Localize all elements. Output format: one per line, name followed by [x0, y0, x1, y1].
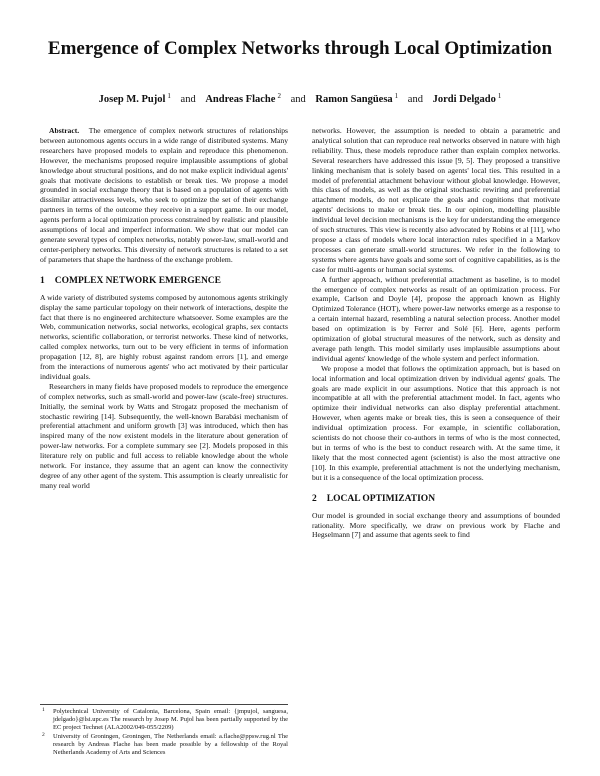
paragraph: Our model is grounded in social exchange theory and assumptions of bounded rationality. More specifically, we draw on previous work by Flache and Hegselmann [7] and assume that agents seek to find [312, 510, 560, 540]
abstract-text: The emergence of complex network structures of relationships between autonomous agents occurs in a wide range of distributed systems. Many researchers have proposed models to explain and reproduce this phenomenon. However, the mechanisms proposed require implausible assumptions of global knowledge about structural positions, and do not make explicit individual agents' goals that motivate decisions to establish or break ties. We propose a model grounded in social exchange theory that is based on a population of agents with dissimilar attractiveness levels, who seek to optimize the set of their exchange partners in terms of the outcome they receive in a support game. In our model, agents perform a local optimization process constrained by realistic and plausible assumptions of local and imperfect information. We show that our model can generate several types of complex networks, notably power-law, small-world and center-periphery networks. This diversity of network structures is related to a set of parameters that shape the hardness of the exchange problem. [40, 126, 288, 264]
footnote-mark: 1 [42, 707, 45, 713]
section-title: LOCAL OPTIMIZATION [326, 493, 436, 504]
footnote-text: Polytechnical University of Catalonia, Barcelona, Spain email: {jmpujol, sanguesa, jdelgado}@lsi.upc.es The research by Josep M. Pujol has been partially supported by the EC project Technet (ALA2002/049-055/2209) [53, 708, 288, 732]
right-column [312, 126, 560, 540]
footnote [40, 733, 288, 758]
author-separator: and [290, 94, 306, 105]
footnotes [40, 704, 288, 757]
paragraph: A wide variety of distributed systems composed by autonomous agents strikingly display the same particular topology on their network of interactions, despite the fact that there is no engineered architecture whatsoever. Some examples are the Web, communication networks, social networks, ecological graphs, sex contacts networks, scientific collaboration, or terrorist networks. These kind of networks, called complex networks, turn out to be very efficient in terms of information propagation [12, 8], are highly robust against random errors [1], and emerge from the interactions of numerous agents' who act motivated by their particular individual goals. [40, 292, 288, 381]
paragraph: A further approach, without preferential attachment as baseline, is to model the emergence of complex networks as result of an optimization process. For example, Carlson and Doyle [4], propose the approach known as Highly Optimized Tolerance (HOT), where power-law networks emerge as a response to a certain internal hazard, resembling a natural selection process. Another model based on optimization is by Ferrer and Solé [6]. Here, agents perform optimization of global structural measures of the network, such as density and average path length. This model similarly uses implausible assumptions about individual agents' knowledge of the whole system and perfect information. [312, 274, 560, 363]
section-heading [40, 275, 288, 287]
author-name: Jordi Delgado [432, 94, 496, 105]
section-heading [312, 493, 560, 505]
abstract-label: Abstract. [49, 126, 80, 135]
footnote-mark: 2 [42, 731, 45, 738]
paragraph: networks. However, the assumption is needed to obtain a parametric and analytical solution that can reproduce real networks observed in nature with high reliability. Thus, these models reproduce rather than explain complex networks. Several researchers have addressed this issue [9, 5]. They proposed a transitive linking mechanism that is solely based on agents' local ties. This resulted in a model of preferential attachment behaviour without global knowledge. However, this class of models, as well as the original stochastic rewiring and preferential attachment models, do not explicate the goals and cognitions that motivate agents' decisions to make or break ties. In our opinion, modelling plausible individual level decision mechanisms is the key for understanding the emergence of such structures. This view is recently also advocated by Robins et al [11], who propose a class of models where local interaction rules specified in a Markov processes can generate small-world structures. We refer in the following to systems where agents have goals and some sort of cognitive capabilities, as is the case for multi-agents or human social systems. [312, 126, 560, 274]
author-name: Ramon Sangüesa [315, 94, 393, 105]
paragraph: We propose a model that follows the optimization approach, but is based on local information and local optimization driven by individual agents' goals. The goals are made explicit in our assumptions. Notice that this approach is not incompatible at all with the preferential attachment model. In fact, agents who optimize their individual networks can also display preferential attachment. However, when agents make or break ties, this is seen a consequence of their individual optimization process. For example, in scientific collaboration, scientists do not choose their co-authors in terms of who is the most connected, but in terms of who is the best to conduct research with. At the same time, it likely that the most connected agent (scientist) is also the most attractive one [10]. In this example, preferential attachment is not the underlying mechanism, but it is a consequence of the local optimization process. [312, 363, 560, 482]
author-affiliation-mark: 2 [277, 92, 281, 100]
author-name: Andreas Flache [205, 94, 276, 105]
left-column [40, 126, 288, 491]
author-separator: and [180, 94, 196, 105]
abstract [40, 126, 288, 265]
section-number: 2 [312, 493, 317, 504]
author-affiliation-mark: 1 [394, 92, 399, 100]
author-affiliation-mark: 1 [497, 92, 502, 100]
author-name: Josep M. Pujol [98, 94, 166, 105]
paragraph: Researchers in many fields have proposed models to reproduce the emergence of complex networks, such as small-world and power-law (scale-free) structures. Initially, the seminal work by Watts and Strogatz proposed the mechanism of stochastic rewiring [14]. Subsequently, the well-known Barabási mechanism of preferential attachment and uniform growth [3] was introduced, which then has inspired many of the now existent models in the literature about generation of power-law networks. For a complete summary see [2]. Models proposed in this literature rely on public and full access to reliable knowledge about the whole network. For instance, they assume that an agent can know the connectivity degree of any other agent of the system. This assumption is clearly unrealistic for many real world [40, 381, 288, 490]
footnote [40, 708, 288, 733]
section-number: 1 [40, 275, 45, 286]
author-list [40, 92, 560, 105]
author-affiliation-mark: 1 [167, 92, 171, 100]
author-separator: and [407, 94, 423, 105]
paper-title: Emergence of Complex Networks through Local Optimization [47, 38, 553, 59]
footnote-text: University of Groningen, Groningen, The Netherlands email: a.flache@ppsw.rug.nl The research by Andreas Flache has been made possible by a fellowship of the Royal Netherlands Academy of Arts and Sciences [53, 732, 288, 757]
section-title: COMPLEX NETWORK EMERGENCE [54, 275, 222, 286]
